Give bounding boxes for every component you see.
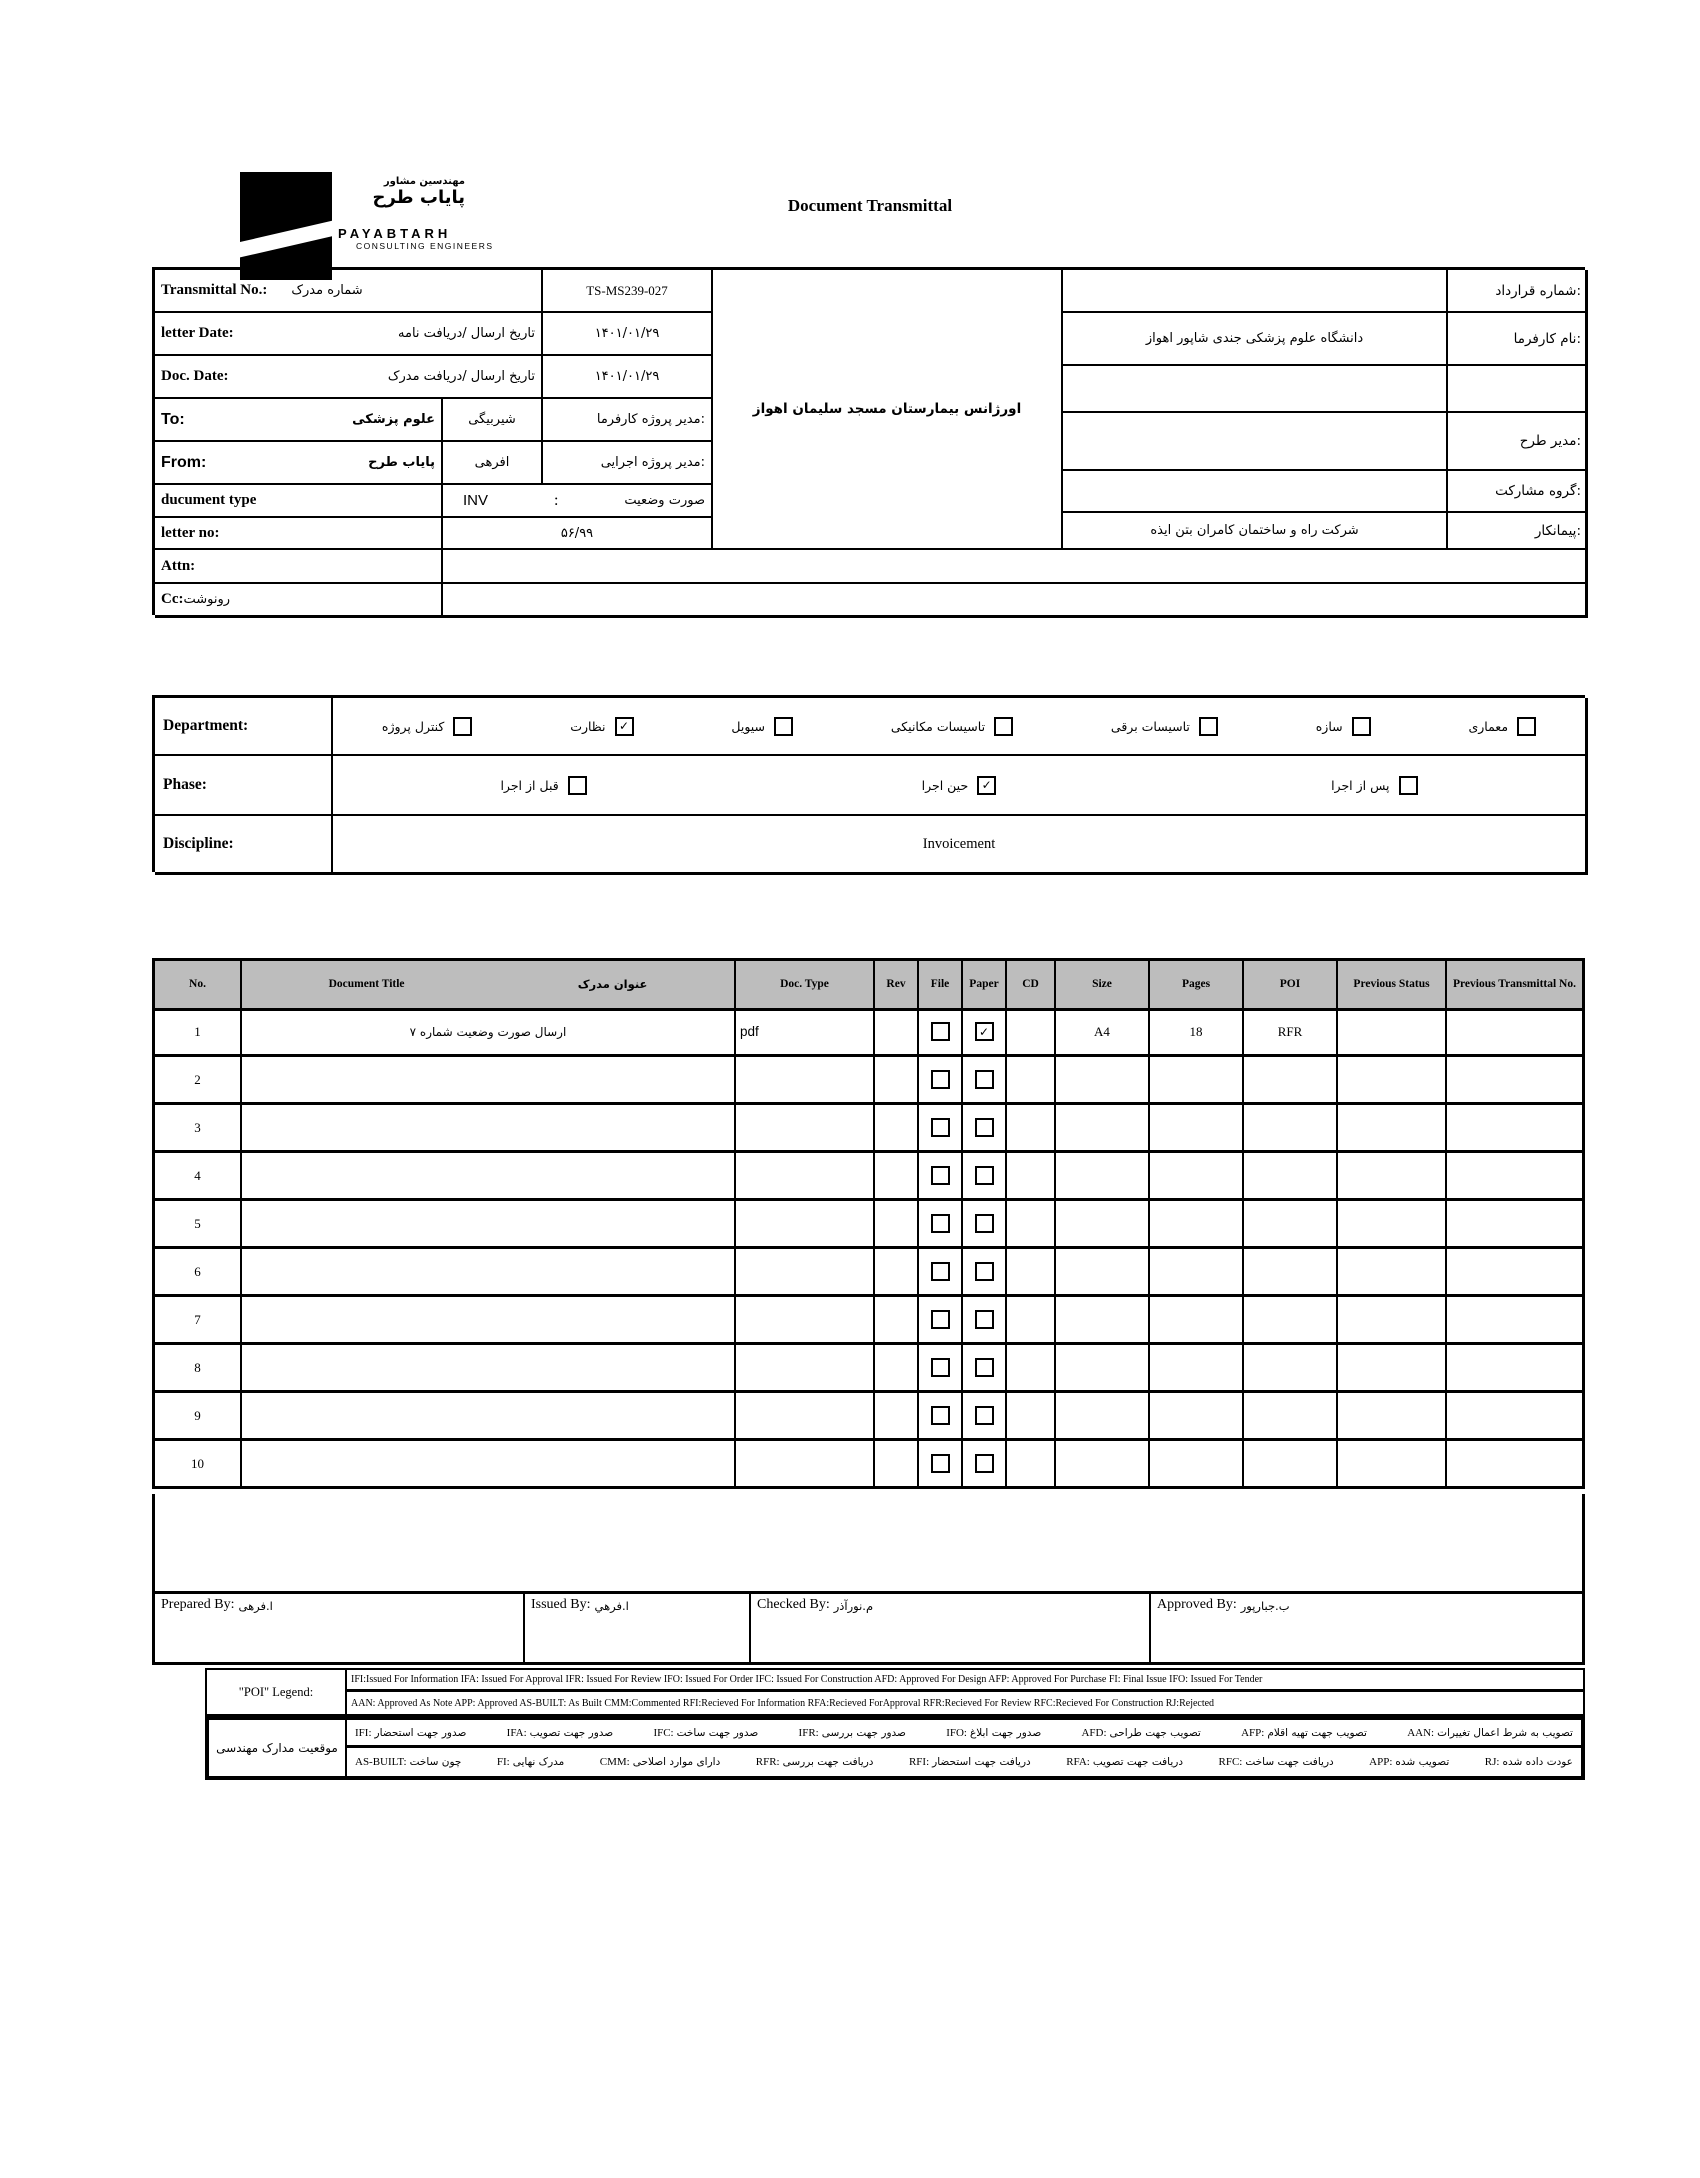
row-previous-status bbox=[1338, 1249, 1447, 1297]
legend-item-code: FI: bbox=[496, 1756, 510, 1768]
row-doc-type bbox=[736, 1393, 875, 1441]
empty-checkbox[interactable] bbox=[975, 1070, 994, 1089]
department-option bbox=[1316, 717, 1371, 736]
row-pages bbox=[1150, 1201, 1244, 1249]
checked-checkbox[interactable] bbox=[615, 717, 634, 736]
row-poi bbox=[1244, 1153, 1338, 1201]
legend-item bbox=[909, 1756, 1031, 1768]
row-poi bbox=[1244, 1393, 1338, 1441]
row-previous-status bbox=[1338, 1297, 1447, 1345]
col-header-pages: Pages bbox=[1150, 961, 1244, 1011]
row-poi bbox=[1244, 1201, 1338, 1249]
brand-name-en: PAYABTARH bbox=[338, 226, 452, 241]
row-title bbox=[242, 1297, 736, 1345]
row-rev bbox=[875, 1057, 919, 1105]
row-size bbox=[1056, 1297, 1150, 1345]
empty-checkbox[interactable] bbox=[975, 1214, 994, 1233]
row-file-checkbox-cell bbox=[919, 1057, 963, 1105]
letter-date-value: ۱۴۰۱/۰۱/۲۹ bbox=[543, 313, 713, 356]
phase-options bbox=[333, 756, 1588, 816]
row-poi bbox=[1244, 1105, 1338, 1153]
legend-item-code: IFA: bbox=[506, 1726, 527, 1739]
legend-item-code: CMM: bbox=[599, 1756, 630, 1768]
row-title bbox=[242, 1057, 736, 1105]
brand-subtitle: CONSULTING ENGINEERS bbox=[356, 241, 494, 251]
contract-row-label: مدیر طرح: bbox=[1448, 413, 1588, 471]
legend-item bbox=[653, 1727, 758, 1739]
legend-item bbox=[799, 1727, 906, 1739]
legend-item bbox=[600, 1756, 721, 1768]
row-poi: RFR bbox=[1244, 1009, 1338, 1057]
brand-tagline-fa: مهندسین مشاور bbox=[383, 176, 465, 187]
row-size bbox=[1056, 1105, 1150, 1153]
department-option-label: نظارت bbox=[570, 718, 606, 734]
row-doc-type bbox=[736, 1105, 875, 1153]
row-previous-transmittal bbox=[1447, 1345, 1582, 1393]
document-table-empty-area bbox=[152, 1494, 1585, 1594]
legend-item-desc: مدرک نهایی bbox=[512, 1756, 565, 1768]
cc-value[interactable] bbox=[443, 584, 1588, 618]
row-size bbox=[1056, 1153, 1150, 1201]
row-rev bbox=[875, 1249, 919, 1297]
row-poi bbox=[1244, 1345, 1338, 1393]
page-title: Document Transmittal bbox=[787, 196, 953, 215]
row-file-checkbox-cell bbox=[919, 1201, 963, 1249]
brand-text-en bbox=[338, 226, 498, 251]
prepared-by: Prepared By: ا.فرهی bbox=[155, 1594, 525, 1662]
row-rev bbox=[875, 1393, 919, 1441]
row-previous-transmittal bbox=[1447, 1009, 1582, 1057]
empty-checkbox[interactable] bbox=[931, 1070, 950, 1089]
legend-item bbox=[1369, 1756, 1449, 1768]
phase-option-label: پس از اجرا bbox=[1331, 777, 1390, 793]
legend-item-code: RFI: bbox=[908, 1756, 930, 1768]
contract-row-value bbox=[1063, 471, 1448, 513]
row-pages: 18 bbox=[1150, 1009, 1244, 1057]
row-pages bbox=[1150, 1057, 1244, 1105]
attn-label: Attn: bbox=[155, 550, 443, 584]
classification-table bbox=[152, 695, 1585, 872]
row-doc-type bbox=[736, 1441, 875, 1489]
empty-checkbox[interactable] bbox=[1517, 717, 1536, 736]
col-header-rev: Rev bbox=[875, 961, 919, 1011]
row-poi bbox=[1244, 1249, 1338, 1297]
row-doc-type bbox=[736, 1201, 875, 1249]
transmittal-no-value: TS-MS239-027 bbox=[543, 270, 713, 313]
legend-item-code: AFP: bbox=[1241, 1726, 1265, 1739]
row-previous-status bbox=[1338, 1393, 1447, 1441]
row-file-checkbox-cell bbox=[919, 1009, 963, 1057]
contract-row-value bbox=[1063, 366, 1448, 413]
letter-no-label: letter no: bbox=[155, 518, 443, 550]
row-previous-transmittal bbox=[1447, 1153, 1582, 1201]
legend-item-code: RJ: bbox=[1484, 1756, 1500, 1768]
row-title bbox=[242, 1249, 736, 1297]
legend-item bbox=[1081, 1727, 1200, 1739]
row-rev bbox=[875, 1441, 919, 1489]
department-option bbox=[731, 717, 793, 736]
from-role-label: مدیر پروژه اجرایی: bbox=[543, 442, 713, 485]
col-header-paper: Paper bbox=[963, 961, 1007, 1011]
empty-checkbox[interactable] bbox=[931, 1022, 950, 1041]
row-cd bbox=[1007, 1201, 1056, 1249]
row-paper-checkbox-cell bbox=[963, 1009, 1007, 1057]
row-size bbox=[1056, 1201, 1150, 1249]
department-option-label: کنترل پروژه bbox=[381, 718, 445, 734]
letter-date-label: letter Date: تاریخ ارسال /دریافت نامه bbox=[155, 313, 543, 356]
legend-item-desc: صدور جهت بررسی bbox=[821, 1726, 906, 1739]
legend-item-desc: صدور جهت ابلاغ bbox=[969, 1726, 1042, 1739]
legend-item bbox=[946, 1727, 1041, 1739]
row-size bbox=[1056, 1057, 1150, 1105]
fa-legend-line1 bbox=[347, 1720, 1581, 1748]
company-logo bbox=[240, 172, 332, 280]
letter-no-value: ۵۶/۹۹ bbox=[443, 518, 713, 550]
legend-item-code: RFR: bbox=[755, 1756, 780, 1768]
contract-row-value bbox=[1063, 413, 1448, 471]
row-previous-status bbox=[1338, 1105, 1447, 1153]
empty-checkbox[interactable] bbox=[931, 1262, 950, 1281]
checked-checkbox[interactable] bbox=[975, 1022, 994, 1041]
row-previous-transmittal bbox=[1447, 1057, 1582, 1105]
legend-item-code: AFD: bbox=[1081, 1726, 1107, 1739]
row-size bbox=[1056, 1345, 1150, 1393]
empty-checkbox[interactable] bbox=[568, 776, 587, 795]
empty-checkbox[interactable] bbox=[975, 1166, 994, 1185]
legend-item bbox=[507, 1727, 614, 1739]
legend-item-code: RFA: bbox=[1066, 1756, 1090, 1768]
contract-row-label: گروه مشارکت: bbox=[1448, 471, 1588, 513]
empty-checkbox[interactable] bbox=[975, 1406, 994, 1425]
empty-checkbox[interactable] bbox=[931, 1406, 950, 1425]
row-title bbox=[242, 1105, 736, 1153]
checked-by: Checked By: م.نورآذر bbox=[751, 1594, 1151, 1662]
legend-item bbox=[497, 1756, 564, 1768]
row-title bbox=[242, 1153, 736, 1201]
legend-item bbox=[1407, 1727, 1573, 1739]
row-size bbox=[1056, 1249, 1150, 1297]
row-cd bbox=[1007, 1441, 1056, 1489]
empty-checkbox[interactable] bbox=[453, 717, 472, 736]
row-cd bbox=[1007, 1009, 1056, 1057]
row-pages bbox=[1150, 1345, 1244, 1393]
col-header-previous-transmittal: Previous Transmittal No. bbox=[1447, 961, 1582, 1011]
department-option-label: سیویل bbox=[731, 718, 766, 734]
legend-item-desc: صدور جهت استحضار bbox=[374, 1726, 467, 1739]
discipline-label: Discipline: bbox=[155, 816, 333, 875]
transmittal-no-label: Transmittal No.: شماره مدرک bbox=[155, 270, 543, 313]
logo-swoosh-icon bbox=[240, 216, 332, 260]
legend-item-desc: دریافت جهت استحضار bbox=[932, 1756, 1031, 1768]
to-field: To: علوم پزشکی bbox=[155, 399, 443, 442]
legend-item bbox=[1485, 1756, 1573, 1768]
row-size bbox=[1056, 1393, 1150, 1441]
row-file-checkbox-cell bbox=[919, 1297, 963, 1345]
discipline-value: Invoicement bbox=[333, 816, 1588, 875]
contract-row-value: شرکت راه و ساختمان کامران بتن ایذه bbox=[1063, 513, 1448, 550]
row-file-checkbox-cell bbox=[919, 1441, 963, 1489]
phase-option bbox=[1331, 776, 1417, 795]
row-size bbox=[1056, 1441, 1150, 1489]
row-paper-checkbox-cell bbox=[963, 1153, 1007, 1201]
legend-item-desc: صدور جهت ساخت bbox=[676, 1726, 759, 1739]
fa-legend-line2 bbox=[347, 1748, 1581, 1776]
row-doc-type bbox=[736, 1153, 875, 1201]
col-header-poi: POI bbox=[1244, 961, 1338, 1011]
row-paper-checkbox-cell bbox=[963, 1201, 1007, 1249]
legend-item-desc: تصویب به شرط اعمال تغییرات bbox=[1437, 1726, 1573, 1739]
legend-item-desc: عودت داده شده bbox=[1502, 1756, 1573, 1768]
row-doc-type bbox=[736, 1345, 875, 1393]
empty-checkbox[interactable] bbox=[975, 1454, 994, 1473]
row-file-checkbox-cell bbox=[919, 1105, 963, 1153]
row-no: 1 bbox=[155, 1009, 242, 1057]
row-pages bbox=[1150, 1393, 1244, 1441]
col-header-file: File bbox=[919, 961, 963, 1011]
row-pages bbox=[1150, 1249, 1244, 1297]
legend-item bbox=[1066, 1756, 1183, 1768]
row-cd bbox=[1007, 1249, 1056, 1297]
row-title bbox=[242, 1345, 736, 1393]
row-no: 6 bbox=[155, 1249, 242, 1297]
department-options bbox=[333, 698, 1588, 756]
poi-legend-line1: IFI:Issued For Information IFA: Issued For Approval IFR: Issued For Review IFO: Issued For Order IFC: Issued For Construction AFD: Approved For Design AFP: Approved For Purchase FI: Final Issue IFO: Issued For Tender bbox=[347, 1670, 1583, 1692]
legend-item-desc: تصویب جهت تهیه اقلام bbox=[1267, 1726, 1367, 1739]
row-paper-checkbox-cell bbox=[963, 1393, 1007, 1441]
legend-item-code: IFC: bbox=[653, 1726, 674, 1739]
legend-item-code: RFC: bbox=[1218, 1756, 1243, 1768]
row-previous-transmittal bbox=[1447, 1441, 1582, 1489]
checked-checkbox[interactable] bbox=[977, 776, 996, 795]
row-doc-type: pdf bbox=[736, 1009, 875, 1057]
department-option bbox=[1111, 717, 1218, 736]
contract-row-label: شماره قرارداد: bbox=[1448, 270, 1588, 313]
row-poi bbox=[1244, 1441, 1338, 1489]
contract-row-value: دانشگاه علوم پزشکی جندی شاپور اهواز bbox=[1063, 313, 1448, 366]
header-table bbox=[152, 267, 1585, 615]
department-option-label: معماری bbox=[1468, 718, 1509, 734]
phase-label: Phase: bbox=[155, 756, 333, 816]
row-rev bbox=[875, 1105, 919, 1153]
department-option-label: تاسیسات مکانیکی bbox=[890, 718, 986, 734]
empty-checkbox[interactable] bbox=[1352, 717, 1371, 736]
col-header-previous-status: Previous Status bbox=[1338, 961, 1447, 1011]
row-title bbox=[242, 1393, 736, 1441]
row-no: 10 bbox=[155, 1441, 242, 1489]
legend-item-code: IFO: bbox=[946, 1726, 967, 1739]
row-previous-status bbox=[1338, 1441, 1447, 1489]
issued-by: Issued By: ا.فرهي bbox=[525, 1594, 751, 1662]
empty-checkbox[interactable] bbox=[1399, 776, 1418, 795]
col-header-doc-type: Doc. Type bbox=[736, 961, 875, 1011]
empty-checkbox[interactable] bbox=[774, 717, 793, 736]
row-size: A4 bbox=[1056, 1009, 1150, 1057]
row-no: 9 bbox=[155, 1393, 242, 1441]
empty-checkbox[interactable] bbox=[931, 1166, 950, 1185]
row-file-checkbox-cell bbox=[919, 1153, 963, 1201]
col-header-size: Size bbox=[1056, 961, 1150, 1011]
empty-checkbox[interactable] bbox=[931, 1310, 950, 1329]
legend-item-code: AAN: bbox=[1407, 1726, 1435, 1739]
row-previous-transmittal bbox=[1447, 1201, 1582, 1249]
row-no: 2 bbox=[155, 1057, 242, 1105]
row-previous-status bbox=[1338, 1009, 1447, 1057]
empty-checkbox[interactable] bbox=[975, 1358, 994, 1377]
cc-label: Cc: رونوشت bbox=[155, 584, 443, 618]
row-pages bbox=[1150, 1153, 1244, 1201]
empty-checkbox[interactable] bbox=[931, 1358, 950, 1377]
row-doc-type bbox=[736, 1057, 875, 1105]
to-person: شیربیگی bbox=[443, 399, 543, 442]
row-cd bbox=[1007, 1057, 1056, 1105]
row-paper-checkbox-cell bbox=[963, 1057, 1007, 1105]
col-header-cd: CD bbox=[1007, 961, 1056, 1011]
legend-item bbox=[1219, 1756, 1334, 1768]
empty-checkbox[interactable] bbox=[931, 1214, 950, 1233]
empty-checkbox[interactable] bbox=[975, 1118, 994, 1137]
row-rev bbox=[875, 1153, 919, 1201]
row-paper-checkbox-cell bbox=[963, 1345, 1007, 1393]
legend-item-code: IFR: bbox=[798, 1726, 819, 1739]
row-previous-transmittal bbox=[1447, 1393, 1582, 1441]
row-previous-transmittal bbox=[1447, 1297, 1582, 1345]
col-header-title bbox=[242, 961, 736, 1011]
department-option bbox=[570, 717, 633, 736]
department-option bbox=[891, 717, 1013, 736]
row-pages bbox=[1150, 1105, 1244, 1153]
fa-legend-label: موقعیت مدارک مهندسی bbox=[209, 1720, 347, 1776]
phase-option-label: قبل از اجرا bbox=[500, 777, 559, 793]
row-no: 8 bbox=[155, 1345, 242, 1393]
legend-item-desc: تصویب شده bbox=[1395, 1756, 1450, 1768]
col-header-title-fa: عنوان مدرک bbox=[577, 976, 648, 991]
row-no: 7 bbox=[155, 1297, 242, 1345]
department-option bbox=[382, 717, 472, 736]
row-no: 3 bbox=[155, 1105, 242, 1153]
phase-option bbox=[500, 776, 586, 795]
row-rev bbox=[875, 1345, 919, 1393]
from-field: From: پایاب طرح bbox=[155, 442, 443, 485]
row-no: 5 bbox=[155, 1201, 242, 1249]
row-cd bbox=[1007, 1105, 1056, 1153]
legend-item bbox=[355, 1756, 461, 1768]
legend-item-desc: دریافت جهت تصویب bbox=[1092, 1756, 1184, 1768]
row-previous-status bbox=[1338, 1345, 1447, 1393]
row-previous-transmittal bbox=[1447, 1105, 1582, 1153]
row-paper-checkbox-cell bbox=[963, 1441, 1007, 1489]
row-pages bbox=[1150, 1441, 1244, 1489]
signature-row bbox=[152, 1594, 1585, 1665]
contract-row-label bbox=[1448, 366, 1588, 413]
fa-legend-table bbox=[205, 1716, 1585, 1780]
legend-item-desc: دارای موارد اصلاحی bbox=[632, 1756, 721, 1768]
doc-date-label: Doc. Date: تاریخ ارسال /دریافت مدرک bbox=[155, 356, 543, 399]
row-doc-type bbox=[736, 1249, 875, 1297]
row-cd bbox=[1007, 1393, 1056, 1441]
contract-row-label: نام کارفرما: bbox=[1448, 313, 1588, 366]
legend-item bbox=[756, 1756, 874, 1768]
department-option-label: سازه bbox=[1315, 718, 1343, 734]
row-paper-checkbox-cell bbox=[963, 1249, 1007, 1297]
attn-value[interactable] bbox=[443, 550, 1588, 584]
row-poi bbox=[1244, 1297, 1338, 1345]
poi-legend-line2: AAN: Approved As Note APP: Approved AS-BUILT: As Built CMM:Commented RFI:Recieved For Information RFA:Recieved ForApproval RFR:Recieved For Review RFC:Recieved For Construction RJ:Rejected bbox=[351, 1697, 1215, 1709]
contract-row-value bbox=[1063, 270, 1448, 313]
poi-legend-label: "POI" Legend: bbox=[207, 1670, 347, 1714]
row-pages bbox=[1150, 1297, 1244, 1345]
row-no: 4 bbox=[155, 1153, 242, 1201]
row-cd bbox=[1007, 1153, 1056, 1201]
row-paper-checkbox-cell bbox=[963, 1105, 1007, 1153]
document-type-value: INV : صورت وضعیت bbox=[443, 485, 713, 518]
row-file-checkbox-cell bbox=[919, 1249, 963, 1297]
empty-checkbox[interactable] bbox=[994, 717, 1013, 736]
department-label: Department: bbox=[155, 698, 333, 756]
legend-item bbox=[1241, 1727, 1367, 1739]
empty-checkbox[interactable] bbox=[931, 1118, 950, 1137]
row-poi bbox=[1244, 1057, 1338, 1105]
phase-option bbox=[922, 776, 997, 795]
row-doc-type bbox=[736, 1297, 875, 1345]
row-cd bbox=[1007, 1297, 1056, 1345]
row-previous-status bbox=[1338, 1201, 1447, 1249]
doc-date-value: ۱۴۰۱/۰۱/۲۹ bbox=[543, 356, 713, 399]
phase-option-label: حین اجرا bbox=[921, 777, 969, 793]
row-cd bbox=[1007, 1345, 1056, 1393]
row-title bbox=[242, 1441, 736, 1489]
row-title bbox=[242, 1201, 736, 1249]
empty-checkbox[interactable] bbox=[931, 1454, 950, 1473]
poi-legend-table bbox=[205, 1668, 1585, 1716]
legend-item-desc: دریافت جهت ساخت bbox=[1245, 1756, 1334, 1768]
from-person: افرهی bbox=[443, 442, 543, 485]
legend-item-code: APP: bbox=[1369, 1756, 1393, 1768]
approved-by: Approved By: ب.جبارپور bbox=[1157, 1597, 1290, 1613]
col-header-title-en: Document Title bbox=[328, 977, 405, 990]
empty-checkbox[interactable] bbox=[975, 1310, 994, 1329]
legend-item-desc: دریافت جهت بررسی bbox=[782, 1756, 874, 1768]
row-paper-checkbox-cell bbox=[963, 1297, 1007, 1345]
legend-item bbox=[355, 1727, 466, 1739]
project-name: اورژانس بیمارستان مسجد سلیمان اهواز bbox=[713, 270, 1063, 550]
department-option bbox=[1468, 717, 1536, 736]
row-rev bbox=[875, 1009, 919, 1057]
document-table bbox=[152, 958, 1585, 1489]
empty-checkbox[interactable] bbox=[975, 1262, 994, 1281]
empty-checkbox[interactable] bbox=[1199, 717, 1218, 736]
department-option-label: تاسیسات برقی bbox=[1110, 718, 1190, 734]
contract-row-label: پیمانکار: bbox=[1448, 513, 1588, 550]
document-type-label: ducument type bbox=[155, 485, 443, 518]
brand-name-fa: پایاب طرح bbox=[372, 186, 465, 208]
row-rev bbox=[875, 1297, 919, 1345]
row-title: ارسال صورت وضعیت شماره ۷ bbox=[242, 1009, 736, 1057]
legend-item-desc: چون ساخت bbox=[409, 1756, 462, 1768]
row-previous-transmittal bbox=[1447, 1249, 1582, 1297]
legend-item-desc: صدور جهت تصویب bbox=[529, 1726, 614, 1739]
legend-item-desc: تصویب جهت طراحی bbox=[1109, 1726, 1201, 1739]
row-file-checkbox-cell bbox=[919, 1393, 963, 1441]
col-header-no: No. bbox=[155, 961, 242, 1011]
row-previous-status bbox=[1338, 1153, 1447, 1201]
to-role-label: مدیر پروژه کارفرما: bbox=[543, 399, 713, 442]
row-file-checkbox-cell bbox=[919, 1345, 963, 1393]
legend-item-code: AS-BUILT: bbox=[355, 1756, 407, 1768]
legend-item-code: IFI: bbox=[355, 1726, 372, 1739]
row-previous-status bbox=[1338, 1057, 1447, 1105]
row-rev bbox=[875, 1201, 919, 1249]
